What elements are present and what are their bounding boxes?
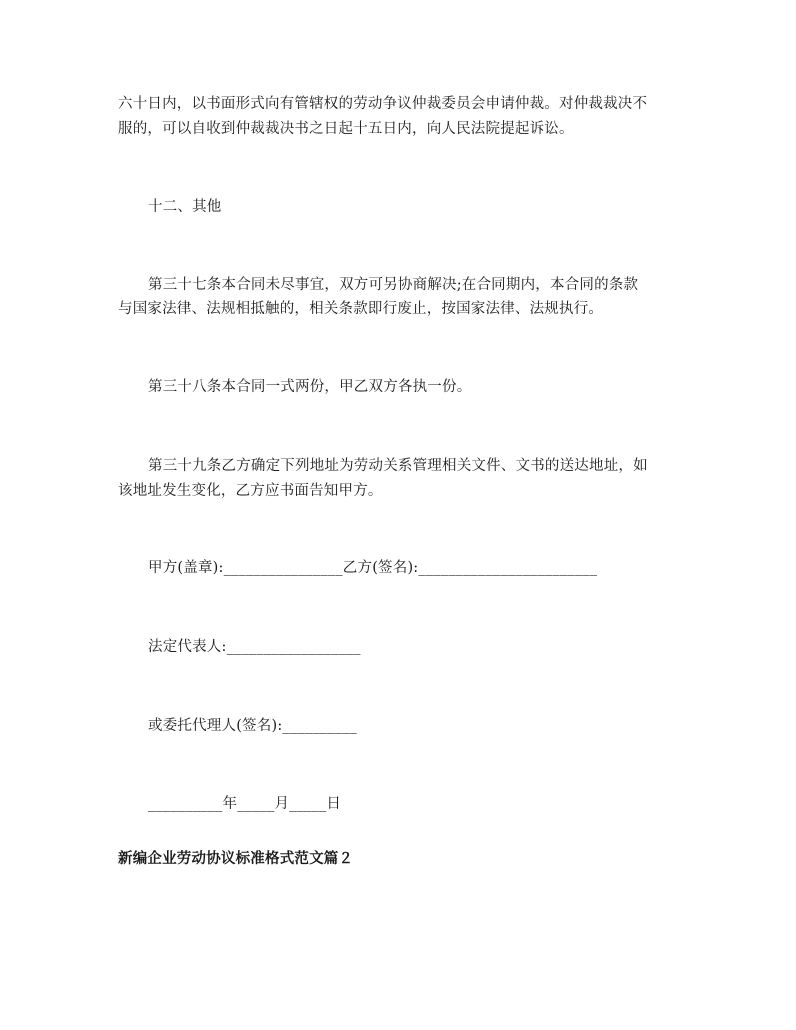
paragraph-arbitration-line-1: 六十日内，以书面形式向有管辖权的劳动争议仲裁委员会申请仲裁。对仲裁裁决不 <box>118 96 648 112</box>
article-37-line-2: 与国家法律、法规相抵触的，相关条款即行废止，按国家法律、法规执行。 <box>118 301 604 317</box>
date-line: __________年_____月_____日 <box>148 796 342 812</box>
article-39-line-1: 第三十九条乙方确定下列地址为劳动关系管理相关文件、文书的送达地址，如 <box>148 458 648 474</box>
section-heading-other: 十二、其他 <box>148 199 222 215</box>
legal-representative-line: 法定代表人:__________________ <box>148 639 361 655</box>
article-39-line-2: 该地址发生变化，乙方应书面告知甲方。 <box>118 483 383 499</box>
article-37-line-1: 第三十七条本合同未尽事宜，双方可另协商解决;在合同期内，本合同的条款 <box>148 277 639 293</box>
authorized-agent-line: 或委托代理人(签名):__________ <box>148 718 357 734</box>
paragraph-arbitration-line-2: 服的，可以自收到仲裁裁决书之日起十五日内，向人民法院提起诉讼。 <box>118 121 574 137</box>
next-article-title: 新编企业劳动协议标准格式范文篇２ <box>118 851 354 867</box>
article-38: 第三十八条本合同一式两份，甲乙双方各执一份。 <box>148 379 472 395</box>
signature-party-line: 甲方(盖章):________________乙方(签名):________________________ <box>148 560 598 576</box>
